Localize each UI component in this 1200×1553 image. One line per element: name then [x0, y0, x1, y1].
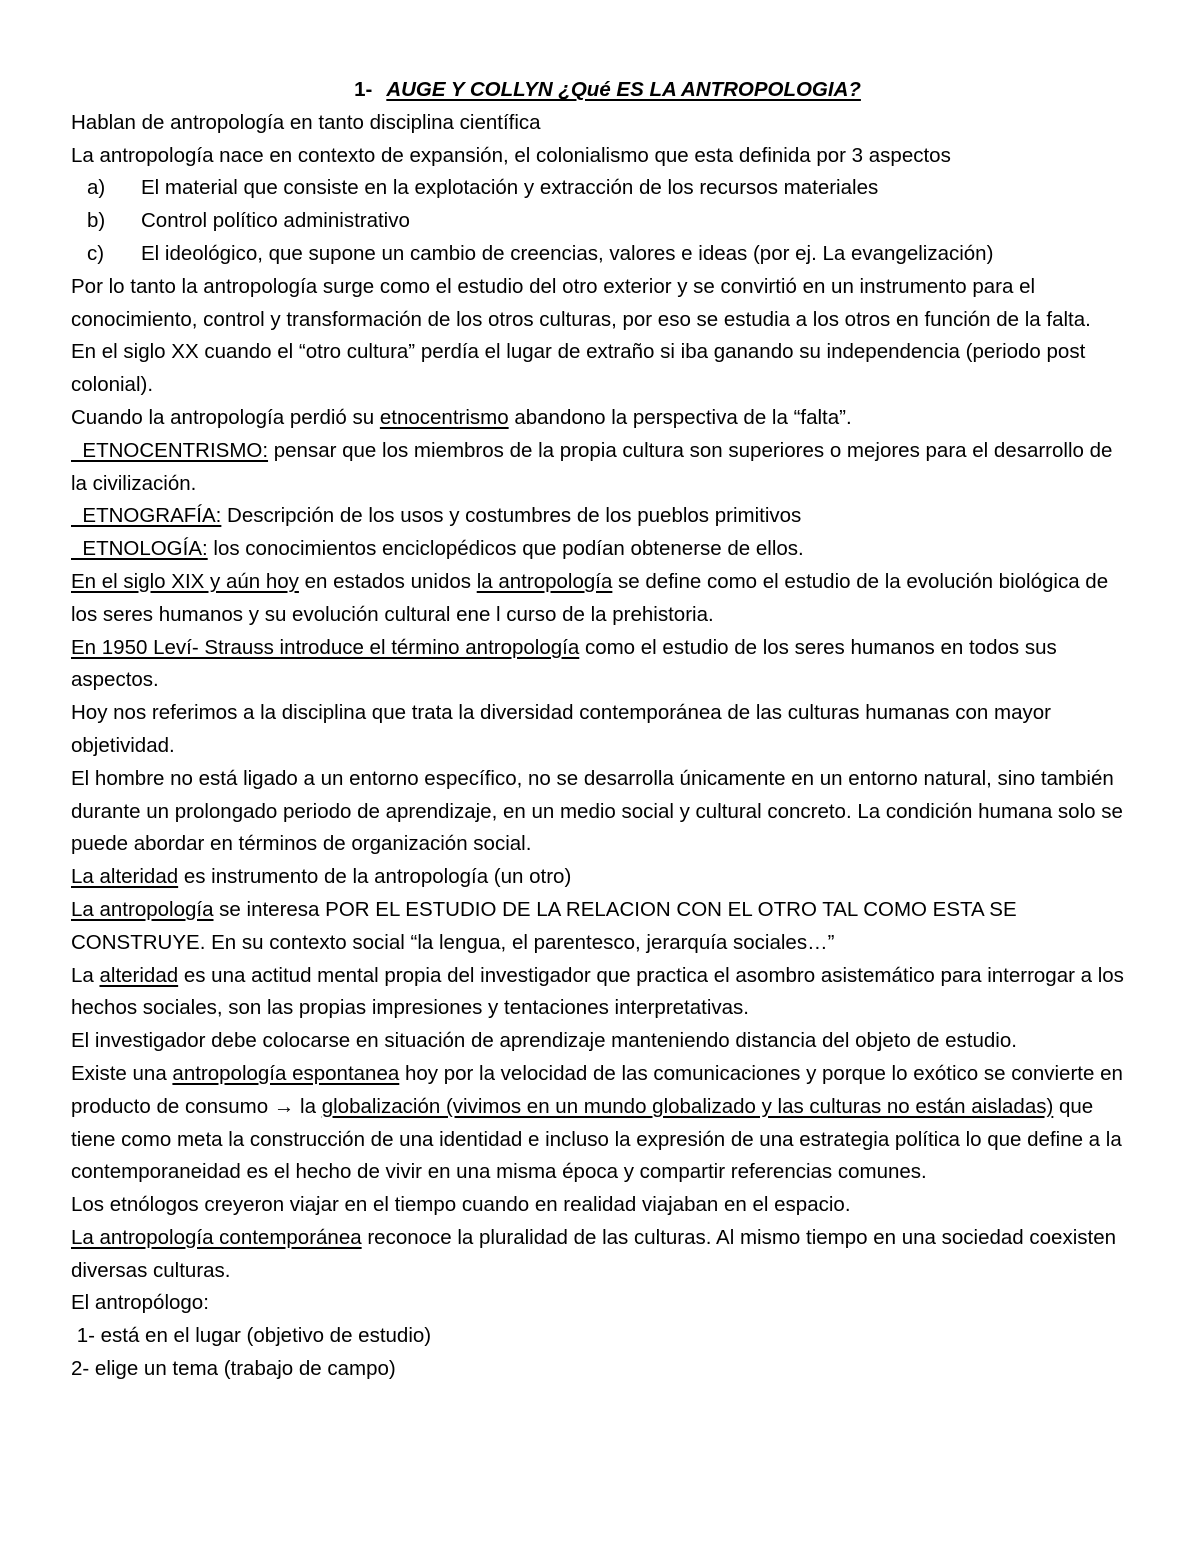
paragraph: 2- elige un tema (trabajo de campo) [71, 1357, 396, 1381]
text-run: Existe una [71, 1061, 173, 1085]
text-run: Cuando la antropología perdió su [71, 405, 380, 429]
definition-text: pensar que los miembros de la propia cultura son superiores o mejores para el desarrollo de la civilización. [71, 438, 1113, 495]
paragraph: El antropólogo: [71, 1291, 209, 1315]
paragraph: Hoy nos referimos a la disciplina que trata la diversidad contemporánea de las culturas humanas con mayor objetividad. [71, 701, 1051, 757]
title-text: AUGE Y COLLYN ¿Qué ES LA ANTROPOLOGIA? [386, 78, 861, 101]
paragraph [71, 566, 1130, 632]
list-item-text: Control político administrativo [141, 209, 410, 233]
paragraph [71, 402, 1130, 435]
definition-text: Descripción de los usos y costumbres de los pueblos primitivos [221, 504, 802, 528]
list-item [71, 172, 1130, 205]
text-run: es instrumento de la antropología (un otro) [178, 865, 572, 889]
definition-term: ETNOGRAFÍA: [71, 504, 222, 528]
text-run: se interesa POR EL ESTUDIO DE LA RELACION CON EL OTRO TAL COMO ESTA SE CONSTRUYE. En su contexto social “la lengua, el parentesco, jerarquía sociales…” [71, 897, 1017, 954]
definition-etnocentrismo [71, 435, 1130, 501]
text-run: que tiene como meta la construcción de una identidad e incluso la expresión de una estrategia política lo que define a la contemporaneidad es el hecho de vivir en una misma época y compartir referencias comunes. [71, 1094, 1122, 1184]
paragraph [71, 894, 1130, 960]
list-item-text: El ideológico, que supone un cambio de creencias, valores e ideas (por ej. La evangelización) [141, 241, 994, 265]
paragraph: 1- está en el lugar (objetivo de estudio) [71, 1324, 432, 1348]
definition-term: ETNOLOGÍA: [71, 537, 208, 561]
list-marker: b) [87, 209, 106, 233]
definition-text: los conocimientos enciclopédicos que podían obtenerse de ellos. [207, 537, 804, 561]
paragraph: El investigador debe colocarse en situación de aprendizaje manteniendo distancia del objeto de estudio. [71, 1029, 1017, 1053]
underlined-term: En 1950 Leví- Strauss introduce el término antropología [71, 635, 580, 659]
text-run: reconoce la pluralidad de las culturas. Al mismo tiempo en una sociedad coexisten diversas culturas. [71, 1225, 1117, 1282]
paragraph: La antropología nace en contexto de expansión, el colonialismo que esta definida por 3 aspectos [71, 143, 951, 167]
text-run: como el estudio de los seres humanos en todos sus aspectos. [71, 635, 1057, 692]
list-item [71, 205, 1130, 238]
paragraph [71, 1222, 1130, 1288]
underlined-term: etnocentrismo [379, 405, 509, 429]
aspects-list [71, 172, 1130, 270]
list-item [71, 238, 1130, 271]
underlined-term: En el siglo XIX y aún hoy [71, 569, 299, 593]
paragraph [71, 861, 1130, 894]
paragraph [71, 632, 1130, 698]
definition-term: ETNOCENTRISMO: [71, 438, 269, 462]
definition-etnografia [71, 500, 1130, 533]
paragraph: En el siglo XX cuando el “otro cultura” perdía el lugar de extraño si iba ganando su independencia (periodo post colonial). [71, 340, 1086, 397]
underlined-term: la antropología [476, 569, 613, 593]
paragraph [71, 1058, 1130, 1189]
text-run: es una actitud mental propia del investigador que practica el asombro asistemático para interrogar a los hechos sociales, son las propias impresiones y tentaciones interpretativas. [71, 963, 1124, 1020]
text-run: la [294, 1094, 322, 1118]
list-marker: a) [87, 176, 106, 200]
paragraph: El hombre no está ligado a un entorno específico, no se desarrolla únicamente en un entorno natural, sino también durante un prolongado periodo de aprendizaje, en un medio social y cultural concreto. La condición humana solo se puede abordar en términos de organización social. [71, 766, 1123, 856]
paragraph: Hablan de antropología en tanto disciplina científica [71, 110, 541, 134]
title-number: 1- [354, 78, 373, 101]
arrow-icon: → [273, 1094, 295, 1118]
text-run: La [71, 963, 100, 987]
underlined-term: globalización (vivimos en un mundo globalizado y las culturas no están aisladas) [321, 1094, 1054, 1118]
definition-etnologia [71, 533, 1130, 566]
list-marker: c) [87, 241, 105, 265]
underlined-term: La alteridad [71, 865, 179, 889]
text-run: en estados unidos [298, 569, 477, 593]
underlined-term: La antropología [71, 897, 214, 921]
text-run: abandono la perspectiva de la “falta”. [508, 405, 852, 429]
paragraph: Los etnólogos creyeron viajar en el tiempo cuando en realidad viajaban en el espacio. [71, 1193, 851, 1217]
list-item-text: El material que consiste en la explotación y extracción de los recursos materiales [141, 176, 879, 200]
underlined-term: alteridad [99, 963, 179, 987]
page-title [71, 74, 1130, 107]
paragraph [71, 960, 1130, 1026]
text-run: se define como el estudio de la evolución biológica de los seres humanos y su evolución cultural ene l curso de la prehistoria. [71, 569, 1109, 626]
text-run: hoy por la velocidad de las comunicaciones y porque lo exótico se convierte en producto de consumo [71, 1061, 1123, 1118]
underlined-term: La antropología contemporánea [71, 1225, 362, 1249]
paragraph: Por lo tanto la antropología surge como el estudio del otro exterior y se convirtió en un instrumento para el conocimiento, control y transformación de los otros culturas, por eso se estudia a los otros en función de la falta. [71, 274, 1091, 331]
underlined-term: antropología espontanea [172, 1061, 400, 1085]
